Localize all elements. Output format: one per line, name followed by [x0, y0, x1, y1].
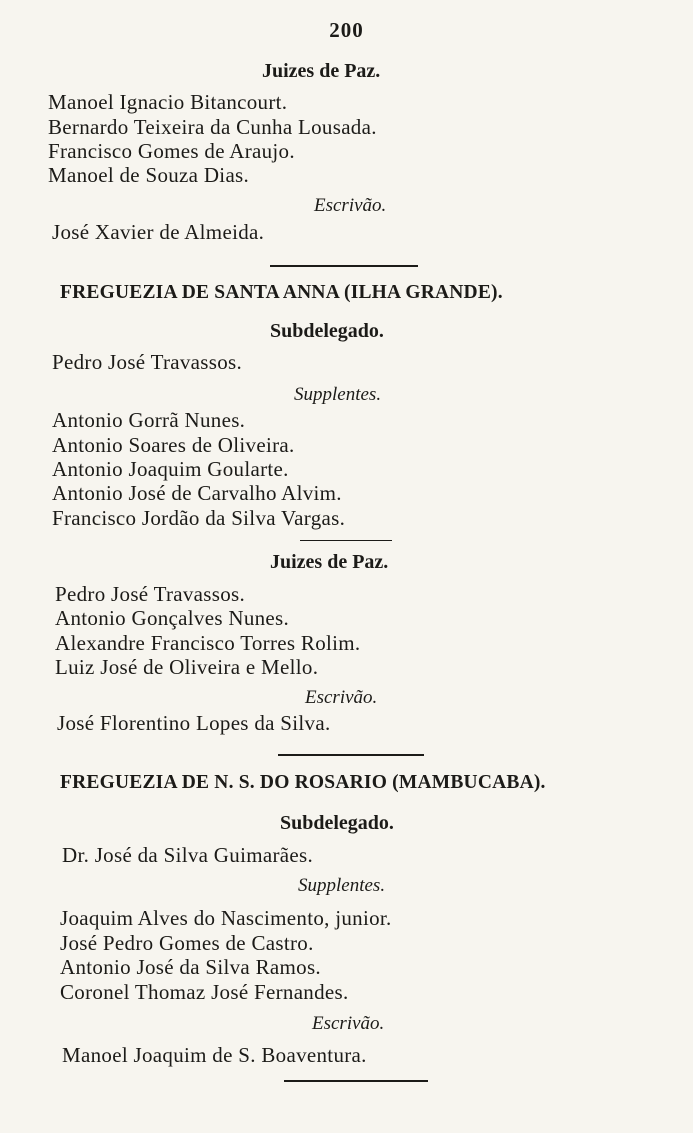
section-title: FREGUEZIA DE SANTA ANNA (ILHA GRANDE).	[60, 282, 503, 303]
supplente-name: Francisco Jordão da Silva Vargas.	[52, 506, 346, 530]
escrivao-heading: Escrivão.	[305, 687, 378, 708]
escrivao-heading: Escrivão.	[314, 195, 387, 216]
section-divider	[284, 1080, 428, 1082]
juiz-name: Pedro José Travassos.	[55, 582, 246, 606]
section-title: FREGUEZIA DE N. S. DO ROSARIO (MAMBUCABA).	[60, 772, 546, 793]
juiz-name: Luiz José de Oliveira e Mello.	[55, 655, 319, 679]
supplente-name: Coronel Thomaz José Fernandes.	[60, 980, 349, 1004]
supplentes-heading: Supplentes.	[298, 875, 386, 896]
name-line: Bernardo Teixeira da Cunha Lousada.	[48, 115, 377, 139]
short-divider	[300, 540, 392, 541]
subdelegado-heading: Subdelegado.	[280, 812, 394, 834]
page-number: 200	[329, 18, 364, 42]
supplente-name: Joaquim Alves do Nascimento, junior.	[60, 906, 392, 930]
juiz-name: Antonio Gonçalves Nunes.	[55, 606, 290, 630]
scrivener-name: José Xavier de Almeida.	[52, 220, 265, 244]
subdelegado-name: Dr. José da Silva Guimarães.	[62, 843, 314, 867]
subdelegado-name: Pedro José Travassos.	[52, 350, 243, 374]
supplente-name: Antonio Soares de Oliveira.	[52, 433, 295, 457]
supplente-name: Antonio Joaquim Goularte.	[52, 457, 289, 481]
juizes-heading: Juizes de Paz.	[262, 60, 381, 82]
name-line: Manoel de Souza Dias.	[48, 163, 250, 187]
name-line: Francisco Gomes de Araujo.	[48, 139, 295, 163]
juizes-heading: Juizes de Paz.	[270, 551, 389, 573]
subdelegado-heading: Subdelegado.	[270, 320, 384, 342]
supplente-name: Antonio José de Carvalho Alvim.	[52, 481, 342, 505]
supplente-name: José Pedro Gomes de Castro.	[60, 931, 314, 955]
scrivener-name: José Florentino Lopes da Silva.	[57, 711, 331, 735]
supplente-name: Antonio Gorrã Nunes.	[52, 408, 246, 432]
section-divider	[270, 265, 418, 267]
section-divider	[278, 754, 424, 756]
supplente-name: Antonio José da Silva Ramos.	[60, 955, 321, 979]
escrivao-heading: Escrivão.	[312, 1013, 385, 1034]
scrivener-name: Manoel Joaquim de S. Boaventura.	[62, 1043, 367, 1067]
supplentes-heading: Supplentes.	[294, 384, 382, 405]
juiz-name: Alexandre Francisco Torres Rolim.	[55, 631, 361, 655]
name-line: Manoel Ignacio Bitancourt.	[48, 90, 288, 114]
